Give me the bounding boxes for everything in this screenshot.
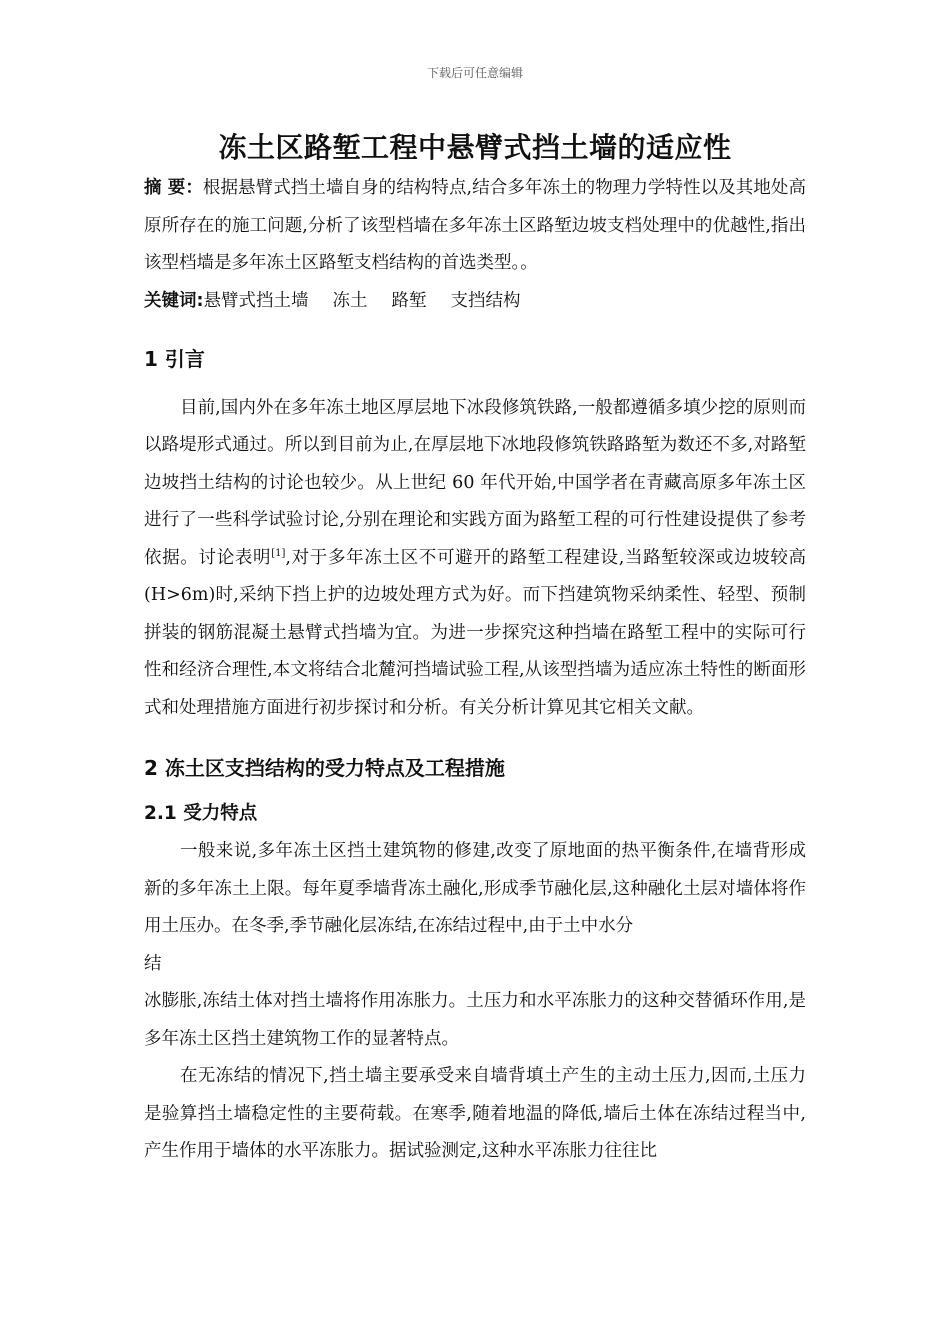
keywords-label: 关键词: <box>144 290 204 311</box>
paper-title: 冻土区路堑工程中悬臂式挡土墙的适应性 <box>218 131 732 164</box>
force-paragraph-1a: 一般来说,多年冻土区挡土建筑物的修建,改变了原地面的热平衡条件,在墙背形成新的多年冻土上限。每年夏季墙背冻土融化,形成季节融化层,这种融化土层对墙体将作用土压办。在冬季,季节融化层冻结,在冻结过程中,由于土中水分 <box>144 841 806 936</box>
keyword-item: 路堑 <box>391 290 427 311</box>
abstract-label: 摘 要： <box>144 178 203 198</box>
intro-paragraph <box>144 390 806 728</box>
keyword-item: 悬臂式挡土墙 <box>203 290 309 311</box>
subsection-heading-2-1: 2.1 受力特点 <box>144 803 258 824</box>
paper-body <box>144 170 806 1171</box>
section-heading-2: 2 冻土区支挡结构的受力特点及工程措施 <box>144 756 505 780</box>
keywords <box>144 283 806 320</box>
watermark-header: 下载后可任意编辑 <box>426 66 523 80</box>
citation-ref: [1] <box>271 547 286 559</box>
intro-text-a: 目前,国内外在多年冻土地区厚层地下冰段修筑铁路,一般都遵循多填少挖的原则而以路堤形式通过。所以到目前为止,在厚层地下冰地段修筑铁路路堑为数还不多,对路堑边坡挡土结构的讨论也较少。从上世纪 60 年代开始,中国学者在青藏高原多年冻土区进行了一些科学试验讨论,分别在理论和实践方面为路堑工程的可行性建设提供了参考依据。讨论表明 <box>144 397 806 568</box>
force-paragraph-2: 在无冻结的情况下,挡土墙主要承受来自墙背填土产生的主动土压力,因而,土压力是验算挡土墙稳定性的主要荷载。在寒季,随着地温的降低,墙后土体在冻结过程当中,产生作用于墙体的水平冻胀力。据试验测定,这种水平冻胀力往往比 <box>144 1066 806 1161</box>
abstract-text: 根据悬臂式挡土墙自身的结构特点,结合多年冻土的物理力学特性以及其地处高原所存在的施工问题,分析了该型档墙在多年冻土区路堑边坡支档处理中的优越性,指出该型档墙是多年冻土区路堑支档结构的首选类型。。 <box>144 178 807 273</box>
keyword-item: 冻土 <box>332 290 368 311</box>
abstract <box>144 170 806 283</box>
section-heading-1: 1 引言 <box>144 346 205 371</box>
keyword-item: 支挡结构 <box>450 290 521 311</box>
intro-text-b: ,对于多年冻土区不可避开的路堑工程建设,当路堑较深或边坡较高(H>6m)时,采纳下挡上护的边坡处理方式为好。而下挡建筑物采纳柔性、轻型、预制拼装的钢筋混凝土悬臂式挡墙为宜。为进一步探究这种挡墙在路堑工程中的实际可行性和经济合理性,本文将结合北麓河挡墙试验工程,从该型挡墙为适应冻土特性的断面形式和处理措施方面进行初步探讨和分析。有关分析计算见其它相关文献。 <box>144 547 807 718</box>
force-paragraph-1c: 冰膨胀,冻结土体对挡土墙将作用冻胀力。土压力和水平冻胀力的这种交替循环作用,是多年冻土区挡土建筑物工作的显著特点。 <box>144 991 806 1049</box>
force-paragraph-1b: 结 <box>144 953 162 974</box>
